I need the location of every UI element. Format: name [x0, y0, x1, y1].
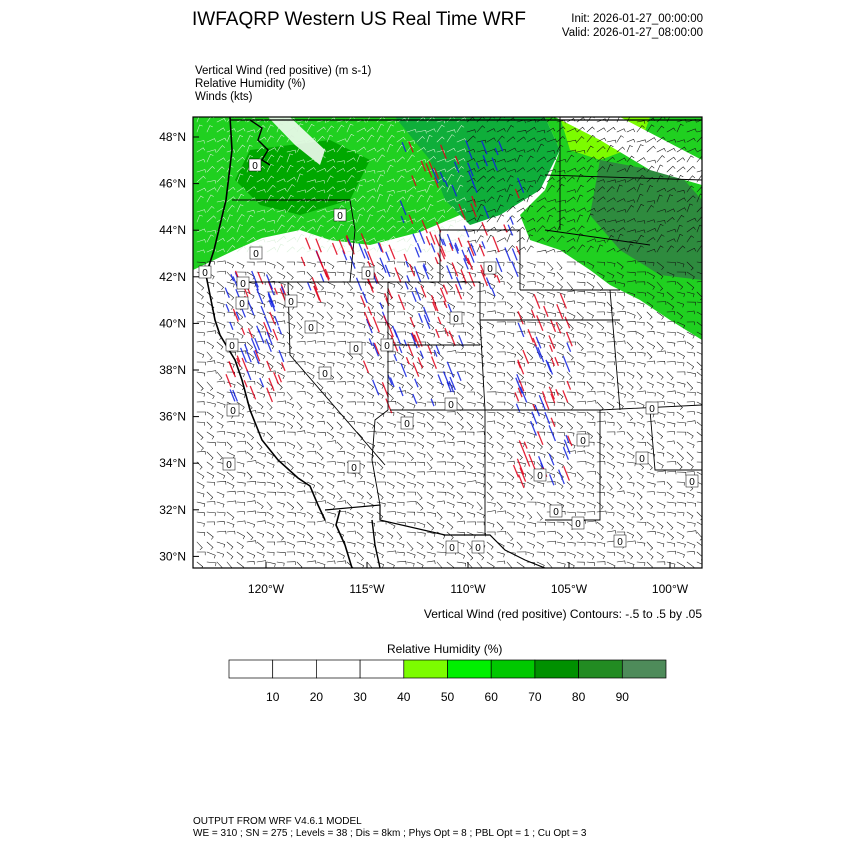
wind-barb-flag — [620, 115, 623, 116]
contour-label: 0 — [384, 341, 390, 352]
wind-barb-flag — [704, 384, 705, 387]
contour-label: 0 — [229, 341, 235, 352]
wind-barb-flag — [703, 526, 705, 529]
contour-label: 0 — [226, 460, 232, 471]
plot-title: IWFAQRP Western US Real Time WRF — [192, 9, 526, 30]
wind-barb-flag — [221, 569, 223, 571]
valid-time: Valid: 2026-01-27_08:00:00 — [561, 27, 703, 39]
contour-label: 0 — [353, 344, 359, 355]
wind-barb-flag — [705, 441, 706, 444]
wind-barb-flag — [705, 240, 706, 243]
wind-barb-flag — [311, 115, 314, 116]
contour-label: 0 — [404, 419, 410, 430]
wind-barb-flag — [704, 494, 705, 497]
wind-barb-flag — [704, 148, 705, 151]
field-relative-humidity: Relative Humidity (%) — [195, 78, 306, 90]
contour-label: 0 — [240, 279, 246, 290]
wind-barb-flag — [703, 486, 704, 489]
wind-barb-flag — [702, 156, 704, 158]
wind-barb-flag — [611, 114, 614, 115]
wind-barb-flag — [703, 216, 705, 218]
contour-label: 0 — [253, 249, 259, 260]
wind-barb-flag — [705, 130, 706, 133]
wind-barb-flag — [704, 275, 705, 278]
contour-label: 0 — [239, 299, 245, 310]
contour-label: 0 — [230, 406, 236, 417]
contour-label: 0 — [448, 400, 454, 411]
contour-label: 0 — [322, 369, 328, 380]
contour-label: 0 — [202, 268, 208, 279]
contour-label: 0 — [351, 463, 357, 474]
contour-label: 0 — [308, 323, 314, 334]
wind-barb-flag — [706, 170, 707, 173]
wind-barb-flag — [510, 569, 512, 571]
wind-barb-flag — [200, 114, 203, 115]
contour-label: 0 — [288, 297, 294, 308]
wind-barb-flag — [703, 414, 704, 417]
wind-barb-flag — [704, 303, 705, 306]
wind-barb-flag — [703, 344, 704, 347]
field-vertical-wind: Vertical Wind (red positive) (m s-1) — [195, 65, 372, 77]
wind-barb-flag — [703, 406, 704, 409]
init-time: Init: 2026-01-27_00:00:00 — [571, 13, 703, 25]
wind-barb-flag — [410, 115, 413, 116]
wind-barb-flag — [704, 119, 705, 122]
field-winds: Winds (kts) — [195, 91, 253, 103]
wind-barb-flag — [471, 569, 473, 571]
wind-barb-flag — [671, 114, 674, 115]
